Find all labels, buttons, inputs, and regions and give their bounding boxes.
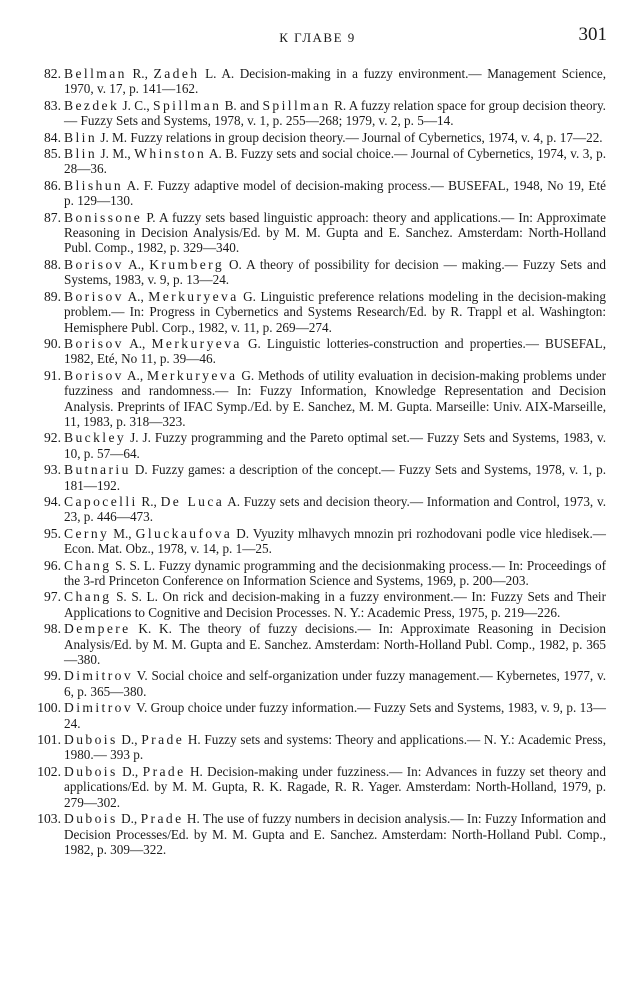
reference-number: 88. bbox=[44, 256, 61, 272]
author-surname: Bonissone bbox=[64, 209, 143, 225]
reference-number: 98. bbox=[44, 621, 61, 637]
reference-entry bbox=[28, 178, 606, 209]
reference-text: G. Linguistic preference relations modeling in the decision-making problem.— In: Progress in Cybernetics and Systems Research/Ed. by R. Trappl et al. Washington: Hemisphere Publ. Corp., 1982, v. 11, p. 269—274. bbox=[64, 288, 606, 335]
reference-number: 89. bbox=[44, 288, 61, 304]
reference-number: 87. bbox=[44, 209, 61, 225]
reference-number: 92. bbox=[44, 430, 61, 446]
author-surname: Chang bbox=[64, 557, 112, 573]
reference-text: H. Decision-making under fuzziness.— In: Advances in fuzzy set theory and applications/Ed. by M. M. Gupta, R. K. Ragade, R. R. Yager. Amsterdam: North-Holland, 1979, p. 279—302. bbox=[64, 763, 606, 810]
reference-text: L. A. Decision-making in a fuzzy environment.— Management Science, 1970, v. 17, p. 141—162. bbox=[64, 66, 607, 97]
reference-entry bbox=[28, 732, 606, 763]
reference-text: K. K. The theory of fuzzy decisions.— In: Approximate Reasoning in Decision Analysis/Ed. by M. M. Gupta and E. Sanchez. Amsterdam: North-Holland Publ. Comp., 1982, p. 365—380. bbox=[64, 621, 606, 668]
reference-text: J. C., bbox=[119, 97, 153, 113]
reference-text: A., bbox=[123, 288, 149, 304]
reference-entry bbox=[28, 462, 606, 493]
author-surname: Whinston bbox=[134, 146, 207, 162]
reference-entry bbox=[28, 368, 606, 430]
author-surname: Borisov bbox=[64, 256, 124, 272]
reference-entry bbox=[28, 146, 606, 177]
reference-entry bbox=[28, 210, 606, 256]
author-surname: Merkuryeva bbox=[148, 288, 239, 304]
reference-entry bbox=[28, 494, 606, 525]
reference-number: 100. bbox=[37, 700, 61, 716]
reference-number: 85. bbox=[44, 146, 61, 162]
author-surname: De Luca bbox=[160, 493, 225, 509]
reference-number: 96. bbox=[44, 557, 61, 573]
author-surname: Chang bbox=[64, 589, 112, 605]
reference-number: 94. bbox=[44, 493, 61, 509]
author-surname: Blishun bbox=[64, 177, 124, 193]
reference-number: 97. bbox=[44, 589, 61, 605]
author-surname: Borisov bbox=[64, 288, 124, 304]
author-surname: Bezdek bbox=[64, 97, 120, 113]
reference-number: 93. bbox=[44, 462, 61, 478]
author-surname: Dimitrov bbox=[64, 668, 134, 684]
reference-text: A. Fuzzy sets and decision theory.— Information and Control, 1973, v. 23, p. 446—473. bbox=[64, 493, 606, 525]
running-head bbox=[28, 26, 607, 50]
reference-text: D. Fuzzy games: a description of the concept.— Fuzzy Sets and Systems, 1978, v. 1, p. 181—192. bbox=[64, 462, 606, 493]
chapter-heading: К ГЛАВЕ 9 bbox=[279, 30, 356, 45]
reference-text: B. and bbox=[221, 97, 263, 113]
reference-entry bbox=[28, 430, 606, 461]
author-surname: Gluckaufova bbox=[135, 525, 233, 541]
reference-text: V. Group choice under fuzzy information.— Fuzzy Sets and Systems, 1983, v. 9, p. 13—24. bbox=[64, 700, 606, 731]
author-surname: Merkuryeva bbox=[147, 367, 238, 383]
author-surname: Spillman bbox=[262, 97, 331, 113]
reference-number: 90. bbox=[44, 335, 61, 351]
reference-text: A. F. Fuzzy adaptive model of decision-making process.— BUSEFAL, 1948, No 19, Eté p. 129—130. bbox=[64, 177, 606, 209]
reference-list bbox=[28, 66, 606, 858]
reference-entry bbox=[28, 764, 606, 810]
author-surname: Dempere bbox=[64, 621, 131, 637]
reference-text: H. Fuzzy sets and systems: Theory and applications.— N. Y.: Academic Press, 1980.— 393 p. bbox=[64, 732, 606, 763]
reference-number: 83. bbox=[44, 97, 61, 113]
author-surname: Borisov bbox=[64, 367, 124, 383]
reference-entry bbox=[28, 700, 606, 731]
author-surname: Merkuryeva bbox=[151, 335, 242, 351]
reference-text: A., bbox=[123, 367, 148, 383]
reference-text: J. M., bbox=[97, 146, 135, 162]
author-surname: Blin bbox=[64, 129, 98, 145]
reference-text: A., bbox=[123, 256, 150, 272]
reference-number: 102. bbox=[37, 763, 61, 779]
reference-number: 95. bbox=[44, 525, 61, 541]
author-surname: Butnariu bbox=[64, 462, 131, 478]
reference-entry bbox=[28, 811, 606, 857]
reference-entry bbox=[28, 257, 606, 288]
author-surname: Dubois bbox=[64, 732, 118, 748]
author-surname: Borisov bbox=[64, 335, 124, 351]
page-number: 301 bbox=[578, 24, 607, 45]
author-surname: Prade bbox=[140, 811, 184, 827]
author-surname: Krumberg bbox=[149, 256, 225, 272]
reference-number: 91. bbox=[44, 367, 61, 383]
reference-text: J. M. Fuzzy relations in group decision theory.— Journal of Cybernetics, 1974, v. 4, p. 17—22. bbox=[97, 129, 603, 145]
reference-text: D., bbox=[117, 763, 143, 779]
reference-text: H. The use of fuzzy numbers in decision analysis.— In: Fuzzy Information and Decision Processes/Ed. by M. M. Gupta and E. Sanchez. Amsterdam: North-Holland Publ. Comp., 1982, p. 309—322. bbox=[64, 811, 606, 857]
reference-entry bbox=[28, 558, 606, 589]
reference-text: A. B. Fuzzy sets and social choice.— Journal of Cybernetics, 1974, v. 3, p. 28—36. bbox=[64, 146, 606, 177]
reference-entry bbox=[28, 130, 606, 145]
author-surname: Blin bbox=[64, 146, 98, 162]
reference-number: 101. bbox=[37, 732, 61, 748]
reference-number: 82. bbox=[44, 66, 61, 81]
reference-text: S. S. L. Fuzzy dynamic programming and the decisionmaking process.— In: Proceedings of the 3-rd Princeton Conference on Information Science and Systems, 1969, p. 200—203. bbox=[64, 557, 606, 588]
reference-text: M., bbox=[109, 525, 136, 541]
reference-number: 86. bbox=[44, 177, 61, 193]
author-surname: Dubois bbox=[64, 811, 118, 827]
reference-entry bbox=[28, 589, 606, 620]
reference-number: 84. bbox=[44, 129, 61, 145]
reference-text: J. J. Fuzzy programming and the Pareto optimal set.— Fuzzy Sets and Systems, 1983, v. 10, p. 57—64. bbox=[64, 430, 606, 461]
author-surname: Cerny bbox=[64, 525, 110, 541]
reference-text: R. A fuzzy relation space for group decision theory.— Fuzzy Sets and Systems, 1978, v. 1, p. 255—268; 1979, v. 2, p. 5—14. bbox=[64, 97, 606, 129]
reference-text: O. A theory of possibility for decision — making.— Fuzzy Sets and Systems, 1983, v. 9, p. 13—24. bbox=[64, 256, 607, 288]
author-surname: Spillman bbox=[153, 97, 222, 113]
author-surname: Zadeh bbox=[153, 66, 200, 81]
reference-entry bbox=[28, 289, 606, 335]
reference-text: P. A fuzzy sets based linguistic approach: theory and applications.— In: Approximate Reasoning in Decision Analysis/Ed. by M. M. Gupta and E. Sanchez. Amsterdam: North-Holland Publ. Comp., 1982, p. 329—340. bbox=[64, 209, 606, 256]
author-surname: Buckley bbox=[64, 430, 127, 446]
reference-text: D., bbox=[117, 732, 142, 748]
reference-number: 99. bbox=[44, 668, 61, 684]
reference-text: S. S. L. On rick and decision-making in a fuzzy environment.— In: Fuzzy Sets and Their Applications to Cognitive and Decision Processes. N. Y.: Academic Press, 1975, p. 219—226. bbox=[64, 589, 606, 620]
reference-text: G. Methods of utility evaluation in decision-making problems under fuzziness and randomness.— In: Fuzzy Information, Knowledge Representation and Decision Analysis. Preprints of IFAC Symp./Ed. by E. Sanchez, M. M. Gupta. Marseille: Univ. AIX-Marseille, 11, 1983, p. 318—323. bbox=[64, 367, 607, 429]
reference-entry bbox=[28, 98, 606, 129]
reference-text: A., bbox=[123, 335, 152, 351]
reference-text: G. Linguistic lotteries-construction and properties.— BUSEFAL, 1982, Eté, No 11, p. 39—46. bbox=[64, 335, 606, 367]
author-surname: Prade bbox=[142, 763, 186, 779]
author-surname: Bellman bbox=[64, 66, 127, 81]
author-surname: Dubois bbox=[64, 763, 118, 779]
reference-number: 103. bbox=[37, 811, 61, 827]
reference-text: D. Vyuzity mlhavych mnozin pri rozhodovani podle vice hledisek.— Econ. Mat. Obz., 1978, v. 14, p. 1—25. bbox=[64, 525, 606, 557]
reference-entry bbox=[28, 66, 606, 97]
author-surname: Prade bbox=[141, 732, 185, 748]
reference-entry bbox=[28, 336, 606, 367]
reference-text: D., bbox=[117, 811, 141, 827]
reference-text: V. Social choice and self-organization under fuzzy management.— Kybernetes, 1977, v. 6, p. 365—380. bbox=[64, 668, 606, 699]
author-surname: Dimitrov bbox=[64, 700, 134, 716]
author-surname: Capocelli bbox=[64, 493, 138, 509]
reference-text: R., bbox=[126, 66, 154, 81]
reference-text: R., bbox=[137, 493, 161, 509]
reference-entry bbox=[28, 621, 606, 667]
reference-entry bbox=[28, 668, 606, 699]
reference-entry bbox=[28, 526, 606, 557]
